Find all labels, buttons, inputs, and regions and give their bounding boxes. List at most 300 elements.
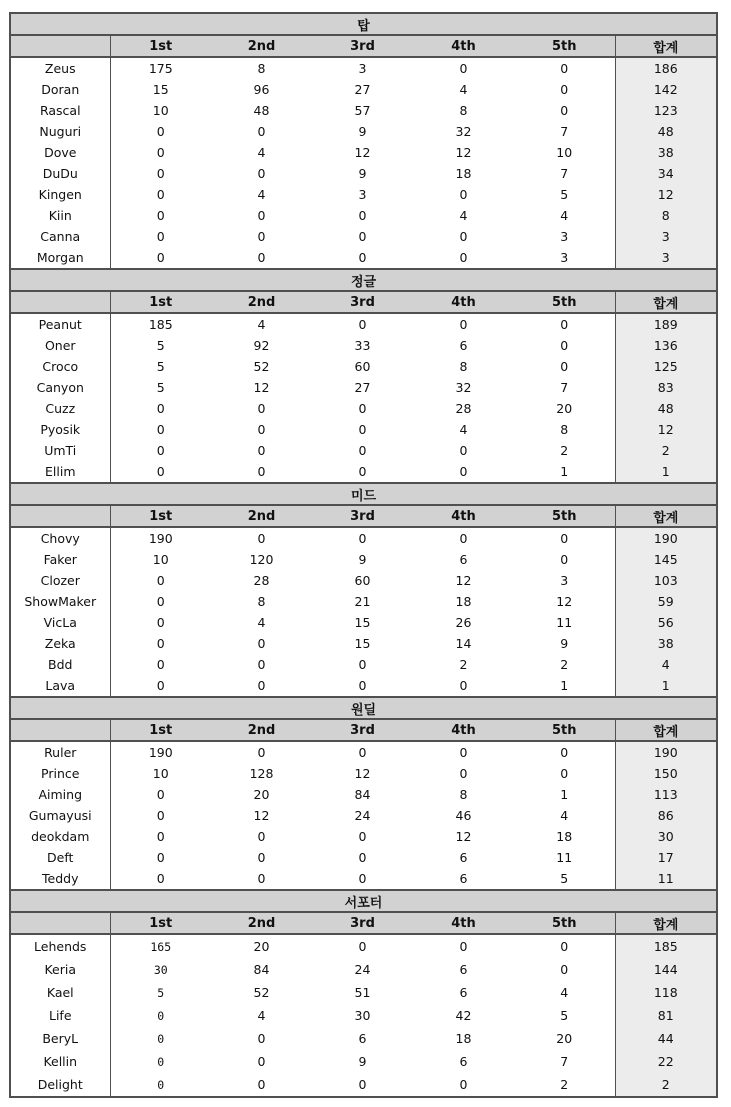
table-row: [10, 527, 717, 549]
column-header-fourth-place: 4th: [413, 35, 514, 57]
total-cell: 3: [615, 247, 717, 269]
fifth-place-cell: 2: [514, 1073, 615, 1097]
third-place-cell: 0: [358, 850, 367, 865]
second-place-cell: 0: [257, 850, 266, 865]
second-place-cell: 92: [253, 338, 270, 353]
fifth-place-cell: 0: [560, 359, 569, 374]
total-cell: 189: [615, 313, 717, 335]
third-place-cell: 84: [354, 787, 371, 802]
first-place-cell: 0: [156, 464, 165, 479]
first-place-cell: 10: [152, 766, 169, 781]
fourth-place-cell: 26: [455, 615, 472, 630]
fourth-place-cell: 6: [459, 1054, 468, 1069]
fifth-place-cell: 0: [560, 962, 569, 977]
first-place-cell: 10: [152, 103, 169, 118]
table-row: [10, 1073, 717, 1097]
player-name: Ruler: [10, 741, 110, 763]
fifth-place-cell: 3: [560, 229, 569, 244]
total-cell: 59: [615, 591, 717, 612]
player-name: deokdam: [10, 826, 110, 847]
first-place-cell: 185: [148, 317, 173, 332]
total-cell: 136: [615, 335, 717, 356]
total-cell: 4: [615, 654, 717, 675]
player-name: BeryL: [10, 1027, 110, 1050]
total-cell: 190: [615, 527, 717, 549]
total-cell: 38: [615, 142, 717, 163]
table-row: [10, 958, 717, 981]
column-header-fifth-place: 5th: [514, 912, 615, 934]
player-name: Aiming: [10, 784, 110, 805]
total-cell: 150: [615, 763, 717, 784]
fourth-place-cell: 18: [455, 166, 472, 181]
column-header-third-place: 3rd: [312, 912, 413, 934]
first-place-cell: 0: [156, 422, 165, 437]
third-place-cell: 0: [358, 464, 367, 479]
first-place-cell: 5: [157, 985, 165, 1000]
second-place-cell: 0: [257, 208, 266, 223]
first-place-cell: 0: [156, 594, 165, 609]
fifth-place-cell: 5: [560, 187, 569, 202]
second-place-cell: 0: [257, 229, 266, 244]
third-place-cell: 0: [358, 422, 367, 437]
third-place-cell: 15: [354, 615, 371, 630]
second-place-cell: 0: [257, 166, 266, 181]
player-name: Keria: [10, 958, 110, 981]
column-header-third-place: 3rd: [312, 291, 413, 313]
second-place-cell: 0: [257, 871, 266, 886]
third-place-cell: 9: [358, 552, 367, 567]
total-cell: 144: [615, 958, 717, 981]
fifth-place-cell: 4: [560, 985, 569, 1000]
table-row: [10, 591, 717, 612]
fourth-place-cell: 0: [459, 464, 468, 479]
section-title-row: [10, 483, 717, 505]
player-name: Ellim: [10, 461, 110, 483]
total-cell: 48: [615, 398, 717, 419]
third-place-cell: 6: [358, 1031, 367, 1046]
table-row: [10, 184, 717, 205]
ranking-table: [9, 12, 718, 1098]
player-name: VicLa: [10, 612, 110, 633]
third-place-cell: 9: [358, 124, 367, 139]
first-place-cell: 0: [156, 145, 165, 160]
third-place-cell: 27: [354, 380, 371, 395]
second-place-cell: 128: [249, 766, 274, 781]
fifth-place-cell: 0: [560, 939, 569, 954]
fifth-place-cell: 0: [560, 531, 569, 546]
third-place-cell: 3: [358, 61, 367, 76]
fourth-place-cell: 0: [459, 187, 468, 202]
first-place-cell: 0: [156, 787, 165, 802]
column-header-first-place: 1st: [110, 912, 211, 934]
table-row: [10, 377, 717, 398]
total-cell: 103: [615, 570, 717, 591]
fourth-place-cell: 12: [455, 573, 472, 588]
first-place-cell: 0: [156, 166, 165, 181]
table-row: [10, 805, 717, 826]
player-name: Life: [10, 1004, 110, 1027]
column-header-player-name: [10, 719, 110, 741]
table-row: [10, 313, 717, 335]
second-place-cell: 84: [253, 962, 270, 977]
table-row: [10, 335, 717, 356]
fifth-place-cell: 0: [560, 745, 569, 760]
player-name: ShowMaker: [10, 591, 110, 612]
player-name: Bdd: [10, 654, 110, 675]
second-place-cell: 20: [253, 787, 270, 802]
third-place-cell: 0: [358, 657, 367, 672]
first-place-cell: 0: [156, 124, 165, 139]
fourth-place-cell: 0: [459, 250, 468, 265]
second-place-cell: 4: [257, 145, 266, 160]
table-row: [10, 784, 717, 805]
total-cell: 81: [615, 1004, 717, 1027]
second-place-cell: 12: [253, 808, 270, 823]
table-row: [10, 763, 717, 784]
column-header-first-place: 1st: [110, 291, 211, 313]
second-place-cell: 0: [257, 829, 266, 844]
ranking-tables: [9, 12, 716, 1098]
fifth-place-cell: 3: [560, 573, 569, 588]
third-place-cell: 0: [358, 317, 367, 332]
first-place-cell: 0: [156, 229, 165, 244]
column-header-first-place: 1st: [110, 505, 211, 527]
table-row: [10, 741, 717, 763]
column-header-player-name: [10, 35, 110, 57]
second-place-cell: 0: [257, 422, 266, 437]
first-place-cell: 0: [156, 187, 165, 202]
third-place-cell: 9: [358, 1054, 367, 1069]
second-place-cell: 12: [253, 380, 270, 395]
first-place-cell: 190: [148, 531, 173, 546]
player-name: Chovy: [10, 527, 110, 549]
first-place-cell: 0: [156, 678, 165, 693]
first-place-cell: 0: [156, 615, 165, 630]
total-cell: 86: [615, 805, 717, 826]
first-place-cell: 0: [157, 1031, 165, 1046]
player-name: Doran: [10, 79, 110, 100]
fifth-place-cell: 5: [560, 1008, 569, 1023]
fifth-place-cell: 7: [560, 380, 569, 395]
third-place-cell: 0: [358, 208, 367, 223]
second-place-cell: 4: [257, 187, 266, 202]
column-header-fourth-place: 4th: [413, 912, 514, 934]
table-row: [10, 633, 717, 654]
first-place-cell: 0: [110, 1073, 211, 1097]
player-name: Oner: [10, 335, 110, 356]
fourth-place-cell: 18: [455, 1031, 472, 1046]
total-cell: 3: [615, 226, 717, 247]
fourth-place-cell: 6: [459, 962, 468, 977]
fifth-place-cell: 3: [560, 250, 569, 265]
player-name: Cuzz: [10, 398, 110, 419]
second-place-cell: 0: [257, 531, 266, 546]
player-name: Kiin: [10, 205, 110, 226]
player-name: Delight: [10, 1073, 110, 1097]
player-name: Dove: [10, 142, 110, 163]
third-place-cell: 57: [354, 103, 371, 118]
table-row: [10, 981, 717, 1004]
fifth-place-cell: 8: [560, 422, 569, 437]
column-header-fifth-place: 5th: [514, 719, 615, 741]
first-place-cell: 0: [156, 829, 165, 844]
third-place-cell: 60: [354, 359, 371, 374]
table-row: [10, 461, 717, 483]
column-header-first-place: 1st: [110, 719, 211, 741]
total-cell: 2: [615, 1073, 717, 1097]
fifth-place-cell: 1: [560, 787, 569, 802]
fifth-place-cell: 0: [560, 103, 569, 118]
table-row: [10, 934, 717, 958]
player-name: Kingen: [10, 184, 110, 205]
table-row: [10, 440, 717, 461]
player-name: Pyosik: [10, 419, 110, 440]
first-place-cell: 5: [156, 359, 165, 374]
first-place-cell: 0: [157, 1008, 165, 1023]
column-header-fifth-place: 5th: [514, 505, 615, 527]
table-row: [10, 419, 717, 440]
column-header-third-place: 3rd: [312, 719, 413, 741]
fifth-place-cell: 2: [560, 657, 569, 672]
column-header-total: 합계: [615, 35, 717, 57]
second-place-cell: 0: [257, 443, 266, 458]
second-place-cell: 48: [253, 103, 270, 118]
fourth-place-cell: 8: [459, 359, 468, 374]
column-header-row: [10, 719, 717, 741]
section-title: 정글: [10, 269, 717, 291]
second-place-cell: 20: [253, 939, 270, 954]
total-cell: 142: [615, 79, 717, 100]
total-cell: 2: [615, 440, 717, 461]
column-header-second-place: 2nd: [211, 291, 312, 313]
fourth-place-cell: 6: [459, 985, 468, 1000]
fifth-place-cell: 4: [560, 808, 569, 823]
fourth-place-cell: 0: [459, 317, 468, 332]
fifth-place-cell: 20: [556, 401, 573, 416]
player-name: Kael: [10, 981, 110, 1004]
table-row: [10, 570, 717, 591]
column-header-row: [10, 291, 717, 313]
first-place-cell: 15: [152, 82, 169, 97]
column-header-player-name: [10, 291, 110, 313]
column-header-first-place: 1st: [110, 35, 211, 57]
table-row: [10, 398, 717, 419]
fourth-place-cell: 0: [413, 1073, 514, 1097]
third-place-cell: 12: [354, 145, 371, 160]
total-cell: 1: [615, 675, 717, 697]
total-cell: 145: [615, 549, 717, 570]
table-row: [10, 163, 717, 184]
table-row: [10, 57, 717, 79]
player-name: Zeus: [10, 57, 110, 79]
fourth-place-cell: 6: [459, 552, 468, 567]
player-name: Zeka: [10, 633, 110, 654]
section-title: 탑: [10, 13, 717, 35]
player-name: UmTi: [10, 440, 110, 461]
third-place-cell: 0: [358, 229, 367, 244]
total-cell: 22: [615, 1050, 717, 1073]
player-name: Faker: [10, 549, 110, 570]
first-place-cell: 0: [156, 850, 165, 865]
second-place-cell: 28: [253, 573, 270, 588]
third-place-cell: 0: [358, 678, 367, 693]
player-name: Canyon: [10, 377, 110, 398]
second-place-cell: 4: [257, 615, 266, 630]
third-place-cell: 0: [358, 401, 367, 416]
fourth-place-cell: 14: [455, 636, 472, 651]
column-header-second-place: 2nd: [211, 719, 312, 741]
second-place-cell: 0: [257, 250, 266, 265]
fifth-place-cell: 0: [560, 338, 569, 353]
player-name: Prince: [10, 763, 110, 784]
third-place-cell: 0: [358, 531, 367, 546]
second-place-cell: 0: [257, 1054, 266, 1069]
column-header-third-place: 3rd: [312, 505, 413, 527]
first-place-cell: 0: [156, 401, 165, 416]
total-cell: 48: [615, 121, 717, 142]
column-header-fifth-place: 5th: [514, 291, 615, 313]
fourth-place-cell: 12: [455, 829, 472, 844]
third-place-cell: 15: [354, 636, 371, 651]
third-place-cell: 0: [312, 1073, 413, 1097]
fourth-place-cell: 0: [459, 745, 468, 760]
first-place-cell: 5: [156, 338, 165, 353]
third-place-cell: 51: [354, 985, 371, 1000]
first-place-cell: 0: [156, 636, 165, 651]
fifth-place-cell: 1: [560, 678, 569, 693]
fifth-place-cell: 11: [556, 615, 573, 630]
second-place-cell: 0: [257, 745, 266, 760]
column-header-fourth-place: 4th: [413, 719, 514, 741]
table-row: [10, 226, 717, 247]
fifth-place-cell: 0: [560, 317, 569, 332]
player-name: Deft: [10, 847, 110, 868]
third-place-cell: 0: [358, 745, 367, 760]
table-row: [10, 356, 717, 377]
second-place-cell: 0: [257, 401, 266, 416]
fourth-place-cell: 0: [459, 61, 468, 76]
third-place-cell: 60: [354, 573, 371, 588]
fourth-place-cell: 4: [459, 422, 468, 437]
total-cell: 44: [615, 1027, 717, 1050]
fifth-place-cell: 0: [560, 552, 569, 567]
first-place-cell: 0: [156, 657, 165, 672]
second-place-cell: 0: [257, 1031, 266, 1046]
table-row: [10, 654, 717, 675]
table-row: [10, 1004, 717, 1027]
table-row: [10, 205, 717, 226]
total-cell: 125: [615, 356, 717, 377]
total-cell: 113: [615, 784, 717, 805]
fifth-place-cell: 7: [560, 166, 569, 181]
table-row: [10, 121, 717, 142]
first-place-cell: 165: [150, 939, 172, 954]
third-place-cell: 27: [354, 82, 371, 97]
fifth-place-cell: 0: [560, 61, 569, 76]
first-place-cell: 0: [156, 250, 165, 265]
section-title-row: [10, 13, 717, 35]
second-place-cell: 4: [257, 317, 266, 332]
fifth-place-cell: 2: [560, 443, 569, 458]
total-cell: 34: [615, 163, 717, 184]
fourth-place-cell: 2: [459, 657, 468, 672]
second-place-cell: 8: [257, 61, 266, 76]
player-name: Nuguri: [10, 121, 110, 142]
fifth-place-cell: 7: [560, 124, 569, 139]
table-row: [10, 79, 717, 100]
second-place-cell: 0: [257, 464, 266, 479]
fourth-place-cell: 32: [455, 380, 472, 395]
section-title-row: [10, 890, 717, 912]
column-header-player-name: [10, 912, 110, 934]
third-place-cell: 0: [358, 250, 367, 265]
first-place-cell: 190: [148, 745, 173, 760]
second-place-cell: 96: [253, 82, 270, 97]
third-place-cell: 12: [354, 766, 371, 781]
first-place-cell: 0: [157, 1054, 165, 1069]
second-place-cell: 52: [253, 985, 270, 1000]
column-header-fourth-place: 4th: [413, 291, 514, 313]
column-header-total: 합계: [615, 291, 717, 313]
column-header-fifth-place: 5th: [514, 35, 615, 57]
table-row: [10, 675, 717, 697]
fifth-place-cell: 4: [560, 208, 569, 223]
second-place-cell: 52: [253, 359, 270, 374]
second-place-cell: 0: [211, 1073, 312, 1097]
first-place-cell: 30: [153, 962, 168, 977]
fifth-place-cell: 0: [560, 82, 569, 97]
table-row: [10, 549, 717, 570]
third-place-cell: 21: [354, 594, 371, 609]
fourth-place-cell: 18: [455, 594, 472, 609]
fifth-place-cell: 0: [560, 766, 569, 781]
section-title-row: [10, 697, 717, 719]
fourth-place-cell: 0: [459, 229, 468, 244]
second-place-cell: 4: [257, 1008, 266, 1023]
second-place-cell: 0: [257, 124, 266, 139]
second-place-cell: 8: [257, 594, 266, 609]
table-row: [10, 826, 717, 847]
third-place-cell: 24: [354, 808, 371, 823]
third-place-cell: 3: [358, 187, 367, 202]
player-name: DuDu: [10, 163, 110, 184]
fifth-place-cell: 18: [556, 829, 573, 844]
player-name: Canna: [10, 226, 110, 247]
fourth-place-cell: 0: [459, 443, 468, 458]
first-place-cell: 0: [156, 871, 165, 886]
third-place-cell: 0: [358, 939, 367, 954]
total-cell: 56: [615, 612, 717, 633]
section-title: 서포터: [10, 890, 717, 912]
table-row: [10, 1027, 717, 1050]
first-place-cell: 10: [152, 552, 169, 567]
fourth-place-cell: 8: [459, 787, 468, 802]
player-name: Gumayusi: [10, 805, 110, 826]
fourth-place-cell: 4: [459, 82, 468, 97]
first-place-cell: 175: [148, 61, 173, 76]
player-name: Kellin: [10, 1050, 110, 1073]
first-place-cell: 5: [156, 380, 165, 395]
column-header-third-place: 3rd: [312, 35, 413, 57]
total-cell: 1: [615, 461, 717, 483]
total-cell: 17: [615, 847, 717, 868]
total-cell: 30: [615, 826, 717, 847]
total-cell: 185: [615, 934, 717, 958]
second-place-cell: 0: [257, 657, 266, 672]
fourth-place-cell: 28: [455, 401, 472, 416]
third-place-cell: 0: [358, 871, 367, 886]
fifth-place-cell: 1: [560, 464, 569, 479]
